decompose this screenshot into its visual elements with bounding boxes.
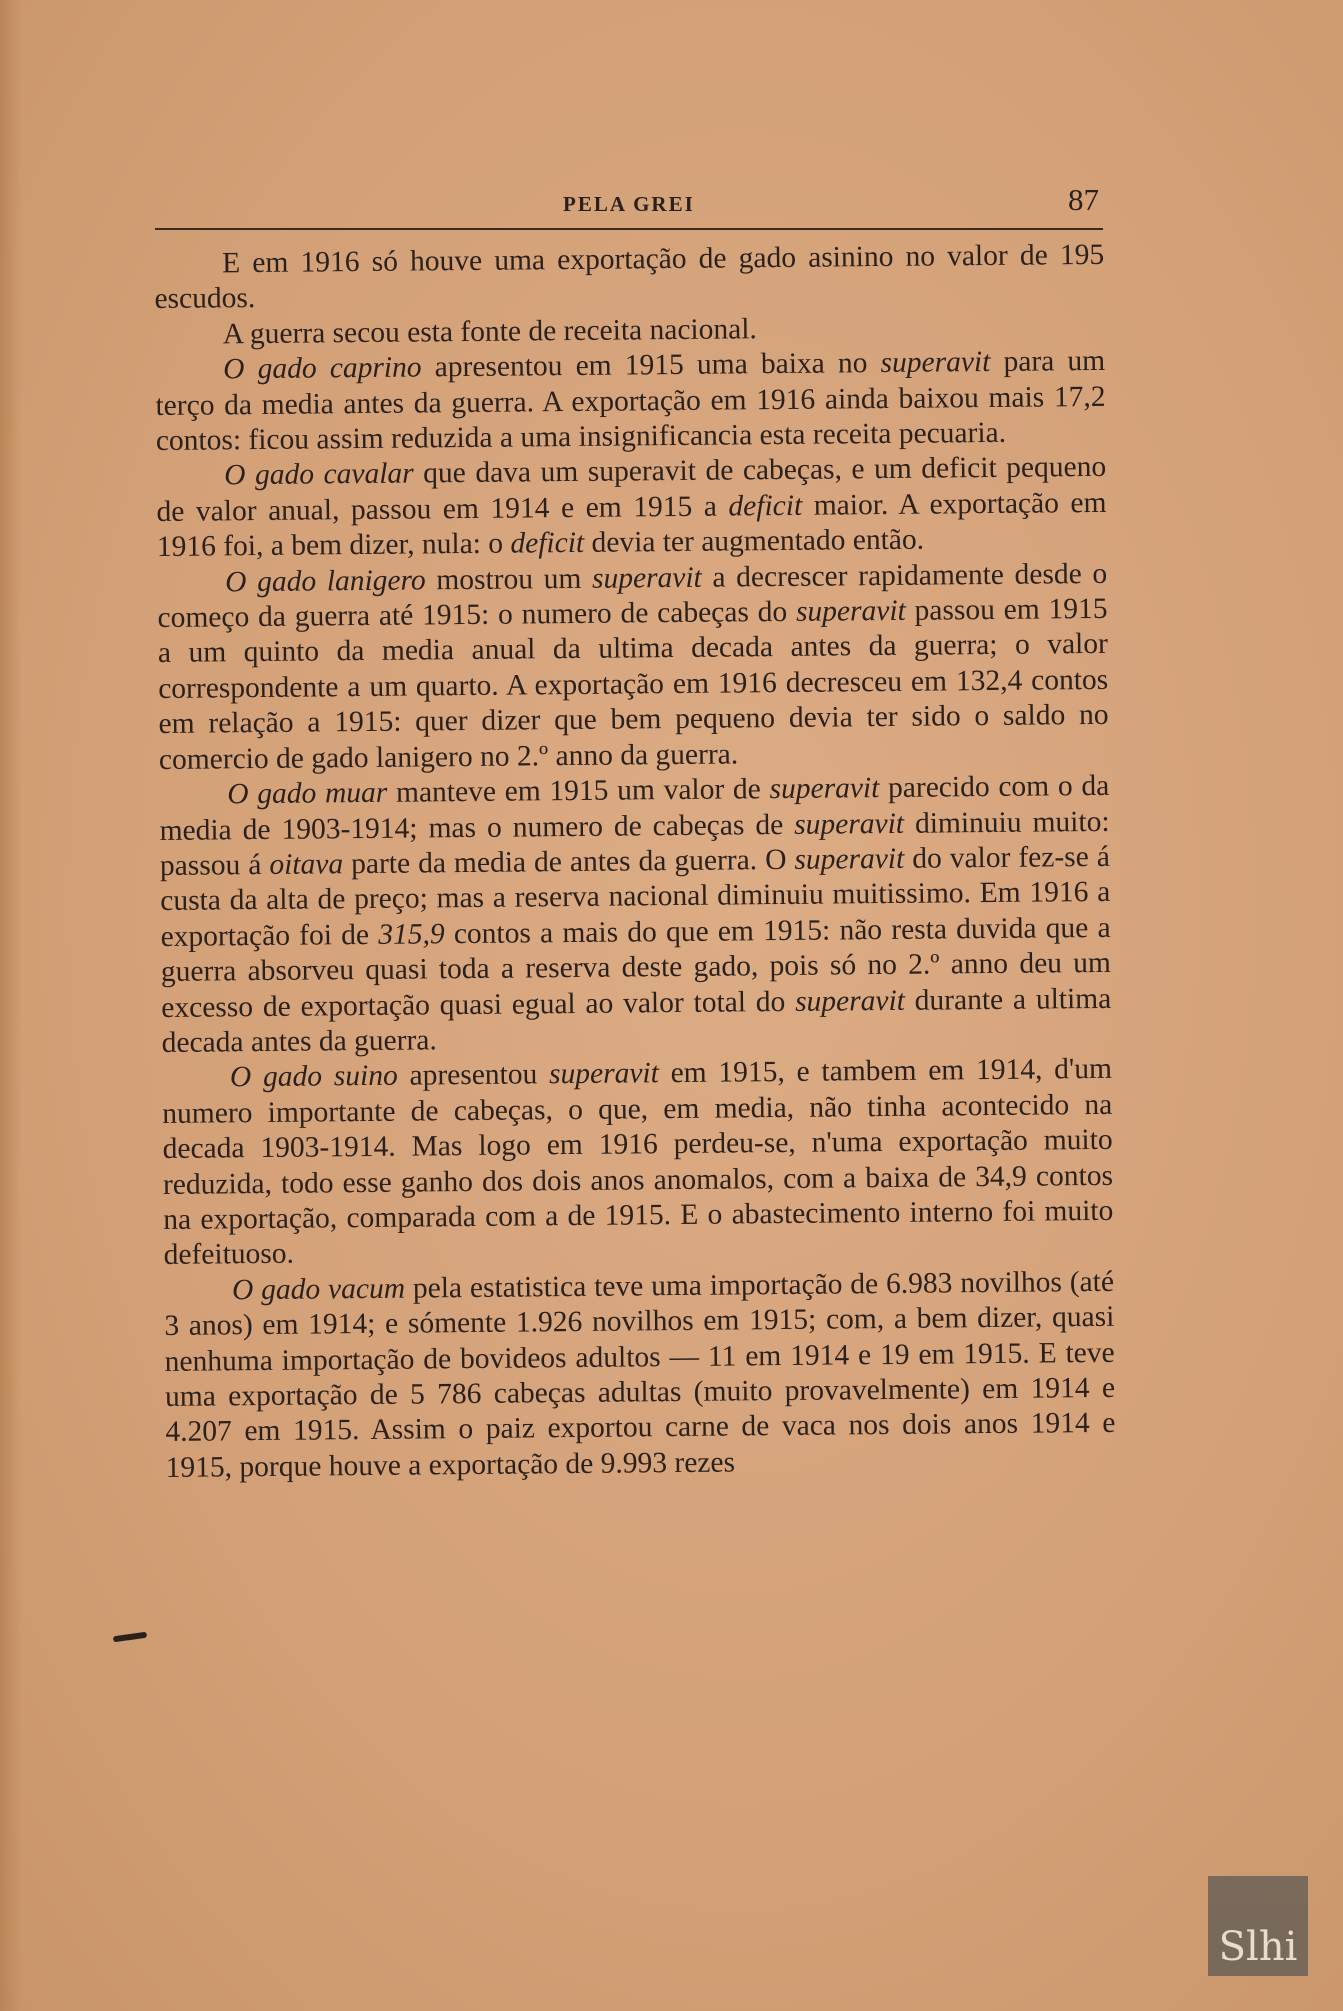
italic-run: deficit	[510, 527, 585, 560]
italic-run: O gado vacum	[231, 1272, 406, 1307]
paragraph	[154, 238, 1105, 318]
text-run: manteve em 1915 um valor de	[387, 773, 770, 809]
italic-run: O gado caprino	[223, 351, 422, 386]
text-run: E em 1916 só houve uma exportação de gado asinino no valor de 195 escudos.	[154, 238, 1105, 316]
italic-run: superavit	[769, 772, 880, 806]
paragraph	[162, 1052, 1114, 1274]
text-run: parte da media de antes da guerra. O	[342, 843, 795, 881]
text-run: que dava um superavit de cabeças, e um deficit pequeno de valor anual, passou em 1914 e em 1915 a	[156, 451, 1107, 528]
text-run: apresentou	[397, 1058, 550, 1093]
margin-pencil-mark	[113, 1632, 148, 1643]
page-edge	[0, 0, 22, 2011]
text-run: contos a mais do que em 1915: não resta duvida que a guerra absorveu quasi toda a reserva deste gado, pois só no 2.º anno deu um excesso de exportação quasi egual ao valor total do	[160, 911, 1112, 1024]
text-run: maior. A exportação em 1916 foi, a bem dizer, nula: o	[156, 486, 1107, 564]
paragraph	[157, 557, 1109, 779]
body-text	[154, 238, 1116, 1486]
text-run: em 1915, e tambem em 1914, d'um numero importante de cabeças, o que, em media, não tinha acontecido na decada 1903-1914. Mas logo em 1916 perdeu-se, n'uma exportação muito reduzida, todo esse ganho dos dois anos anomalos, com a baixa de 34,9 contos na exportação, comparada com a de 1915. E o abastecimento interno foi muito defeituoso.	[162, 1053, 1114, 1272]
italic-run: deficit	[728, 489, 803, 523]
running-title: PELA GREI	[563, 192, 695, 216]
italic-run: superavit	[794, 984, 906, 1018]
italic-run: superavit	[591, 561, 702, 595]
text-run: devia ter augmentado então.	[583, 523, 925, 560]
italic-run: superavit	[795, 594, 906, 628]
italic-run: superavit	[548, 1057, 660, 1091]
library-logo-text: Slhi	[1218, 1924, 1298, 1970]
text-run: apresentou em 1915 uma baixa no	[421, 347, 881, 384]
italic-run: oitava	[269, 848, 344, 881]
text-run: parecido com o da media de 1903-1914; mas o numero de cabeças de	[159, 769, 1110, 847]
paragraph	[164, 1265, 1116, 1487]
page-number: 87	[1068, 182, 1099, 217]
text-run: durante a ultima decada antes da guerra.	[161, 982, 1112, 1059]
text-run: a decrescer rapidamente desde o começo da guerra até 1915: o numero de cabeças do	[157, 557, 1108, 635]
paragraph	[156, 450, 1107, 565]
text-run: do valor fez-se á custa da alta de preço; mas a reserva nacional diminuiu muitissimo. Em 1916 a exportação foi de	[160, 840, 1111, 953]
text-run: passou em 1915 a um quinto da media anual da ultima decada antes da guerra; o valor correspondente a um quarto. A exportação em 1916 decresceu em 132,4 contos em relação a 1915: quer dizer que bem pequeno devia ter sido o saldo no comercio de gado lanigero no 2.º anno da guerra.	[157, 592, 1109, 776]
italic-run: superavit	[794, 842, 905, 876]
italic-run: O gado suino	[229, 1060, 398, 1094]
italic-run: O gado cavalar	[224, 457, 414, 492]
text-run: mostrou um	[425, 562, 593, 597]
library-logo	[1208, 1876, 1308, 1976]
italic-run: 315,9	[378, 917, 445, 951]
text-run: A guerra secou esta fonte de receita nacional.	[222, 313, 757, 351]
italic-run: superavit	[880, 346, 991, 380]
italic-run: superavit	[794, 807, 905, 841]
italic-run: O gado muar	[227, 776, 388, 811]
text-run: para um terço da media antes da guerra. A exportação em 1916 ainda baixou mais 17,2 contos: ficou assim reduzida a uma insignificancia esta receita pecuaria.	[155, 345, 1106, 458]
paragraph	[159, 769, 1112, 1061]
paragraph	[155, 344, 1106, 459]
italic-run: O gado lanigero	[225, 564, 426, 598]
text-run: diminuiu muito: passou á	[159, 805, 1110, 882]
text-run: pela estatistica teve uma importação de 6.983 novilhos (até 3 anos) em 1914; e sómente 1.926 novilhos em 1915; com, a bem dizer, quasi nenhuma importação de bovideos adultos — 11 em 1914 e 19 em 1915. E teve uma exportação de 5 786 cabeças adultas (muito provavelmente) em 1914 e 4.207 em 1915. Assim o paiz exportou carne de vaca nos dois anos 1914 e 1915, porque houve a exportação de 9.993 rezes	[164, 1265, 1116, 1484]
running-header	[155, 182, 1103, 230]
